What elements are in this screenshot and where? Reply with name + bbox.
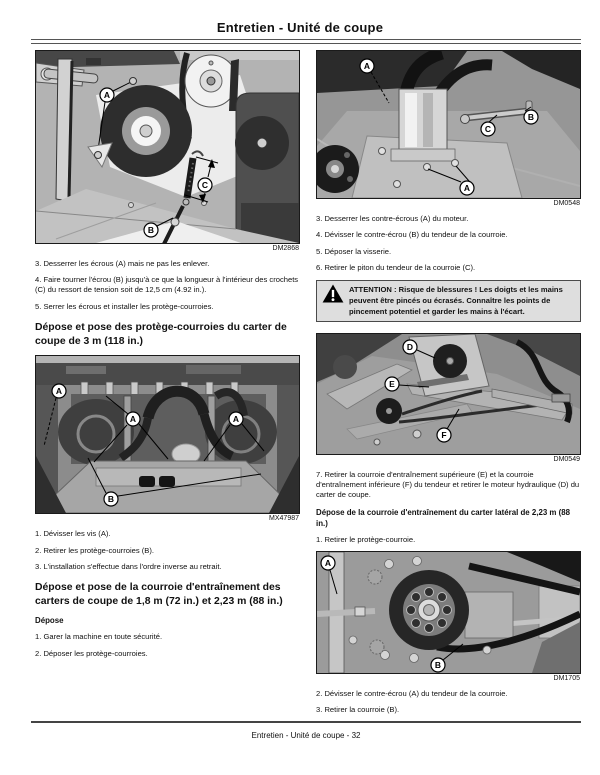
step-text: 4. Faire tourner l'écrou (B) jusqu'à ce que la longueur à l'intérieur des crochets (C) du ressort de tension soit de 12,5 cm (4.92 in.). <box>35 275 299 295</box>
figure-dm1705-image <box>316 551 581 674</box>
figure-caption: MX47987 <box>269 515 299 523</box>
step-text: 3. Desserrer les contre-écrous (A) du moteur. <box>316 213 469 223</box>
figure-tension-spring <box>35 50 300 253</box>
step-text: 6. Retirer le piton du tendeur de la courroie (C). <box>316 263 476 273</box>
svg-text:B: B <box>527 112 535 122</box>
step-text: 2. Dévisser le contre-écrou (A) du tendeur de la courroie. <box>316 688 508 698</box>
deck-photo-dm0548 <box>317 51 580 198</box>
figure-belt-guards <box>35 355 300 523</box>
svg-text:C: C <box>484 124 492 134</box>
deck-photo-mx47987 <box>36 356 299 513</box>
page-title: Entretien - Unité de coupe <box>216 20 384 35</box>
figure-caption: DM0549 <box>553 456 580 464</box>
svg-text:B: B <box>107 494 115 505</box>
svg-text:A: A <box>363 61 371 71</box>
page-footer <box>31 721 581 740</box>
step-text: 5. Serrer les écrous et installer les protège-courroies. <box>35 301 214 311</box>
footer-rule <box>31 721 581 723</box>
svg-text:A: A <box>463 183 471 193</box>
figure-dm2868-image <box>35 50 300 244</box>
right-column <box>316 50 581 722</box>
left-column <box>35 50 300 722</box>
footer-page-label: Entretien - Unité de coupe - 32 <box>251 731 361 740</box>
figure-caption: DM2868 <box>272 245 299 252</box>
step-text: 2. Retirer les protège-courroies (B). <box>35 545 155 555</box>
step-text: 3. Desserrer les écrous (A) mais ne pas les enlever. <box>35 258 210 268</box>
svg-text:D: D <box>406 342 414 353</box>
figure-dm0548-image <box>316 50 581 199</box>
step-text: 1. Retirer le protège-courroie. <box>316 534 416 544</box>
svg-text:A: A <box>129 414 137 425</box>
step-text: 4. Dévisser le contre-écrou (B) du tendeur de la courroie. <box>316 230 508 240</box>
step-text: 7. Retirer la courroie d'entraînement supérieure (E) et la courroie d'entraînement inférieure (F) du tendeur et retirer le moteur hydraulique (D) du carter de coupe. <box>316 469 580 499</box>
svg-text:A: A <box>324 558 332 569</box>
svg-text:A: A <box>55 386 63 397</box>
svg-text:B: B <box>147 225 155 235</box>
step-text: 1. Garer la machine en toute sécurité. <box>35 632 163 642</box>
step-text: 1. Dévisser les vis (A). <box>35 529 111 539</box>
section-heading-guards: Dépose et pose des protège-courroies du carter de coupe de 3 m (118 in.) <box>35 321 287 347</box>
content-columns <box>35 50 581 722</box>
svg-text:A: A <box>103 90 111 100</box>
deck-photo-dm0549 <box>317 334 580 454</box>
figure-mx47987-image <box>35 355 300 514</box>
svg-text:A: A <box>232 414 240 425</box>
figure-drive-belts <box>316 333 581 464</box>
figure-motor-mount <box>316 50 581 208</box>
deck-photo-dm1705 <box>317 552 580 673</box>
svg-text:B: B <box>434 660 442 671</box>
attention-warning-box <box>316 280 581 322</box>
warning-text: ATTENTION : Risque de blessures ! Les doigts et les mains peuvent être pincés ou écrasés. Connaître les points de pincement potentiel et garder les mains à l'écart. <box>349 285 563 316</box>
header-rule <box>31 39 581 44</box>
section-heading-lateral: Dépose de la courroie d'entraînement du carter latéral de 2,23 m (88 in.) <box>316 507 571 528</box>
step-text: 3. Retirer la courroie (B). <box>316 705 400 715</box>
svg-text:F: F <box>441 430 447 441</box>
figure-caption: DM1705 <box>553 675 580 683</box>
warning-triangle-icon <box>322 284 344 307</box>
figure-dm0549-image <box>316 333 581 455</box>
step-text: 3. L'installation s'effectue dans l'ordre inverse au retrait. <box>35 562 222 572</box>
step-text: 2. Déposer les protège-courroies. <box>35 648 148 658</box>
step-text: 5. Déposer la visserie. <box>316 246 392 256</box>
svg-text:C: C <box>201 180 209 190</box>
callout-c-badge <box>198 178 212 192</box>
figure-caption: DM0548 <box>553 200 580 207</box>
section-heading-belt: Dépose et pose de la courroie d'entraînement des carters de coupe de 1,8 m (72 in.) et 2,23 m (88 in.) <box>35 582 283 607</box>
subsection-heading-depose: Dépose <box>35 615 64 625</box>
deck-drawing-dm2868 <box>36 51 299 243</box>
figure-lateral-belt <box>316 551 581 683</box>
svg-text:E: E <box>389 379 395 390</box>
